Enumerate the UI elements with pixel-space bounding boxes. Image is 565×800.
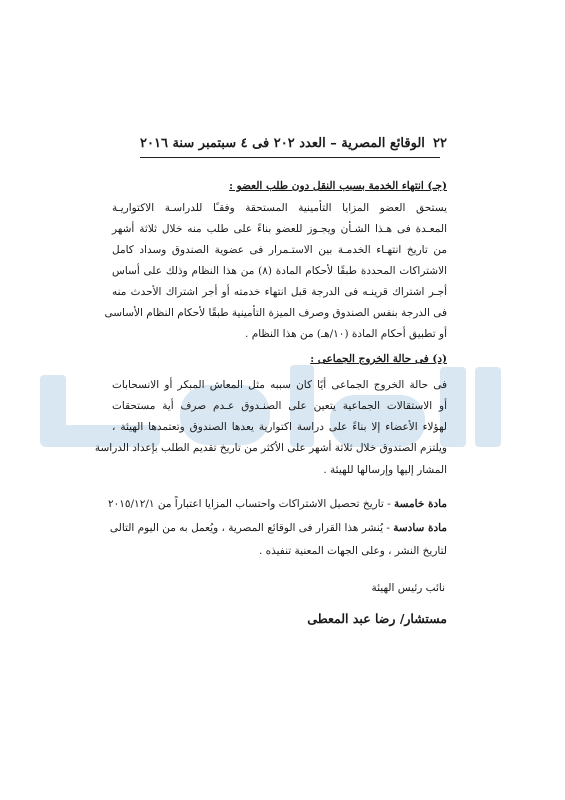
- paragraph-line: أو تطبيق أحكام المادة (١٠/هـ) من هذا النظام .: [245, 328, 447, 340]
- header-rule: [140, 157, 440, 158]
- page-number: ٢٢: [433, 135, 447, 151]
- header-title: الوقائع المصرية – العدد ٢٠٢ فى ٤ سبتمبر سنة ٢٠١٦: [140, 135, 425, 151]
- paragraph-line: لهؤلاء الأعضاء إلا بناءً على دراسة اكتوارية يعدها الصندوق وتعتمدها الهيئة ،: [112, 421, 447, 433]
- paragraph-line: فى حالة الخروج الجماعى أيًا كان سببه مثل المعاش المبكر أو الانسحابات: [112, 379, 447, 391]
- paragraph-line: ويلتزم الصندوق خلال ثلاثة أشهر على الأكثر من تاريخ تقديم الطلب بإعداد الدراسة: [94, 442, 447, 454]
- paragraph-line: من تاريخ انتهـاء الخدمـة بين الاستـمرار فى عضوية الصندوق وسداد كامل: [112, 244, 447, 256]
- paragraph-line: أو الاستقالات الجماعية يتعين على الصنـدوق عـدم صرف أية مستحقات: [112, 400, 447, 412]
- paragraph-line: فى الدرجة بنفس الصندوق وصرف الميزة التأمينية طبقًا لأحكام النظام الأساسى: [104, 307, 447, 319]
- paragraph-line: المشار إليها وإرسالها للهيئة .: [323, 464, 447, 476]
- signature-title: نائب رئيس الهيئة: [371, 582, 445, 594]
- section-j-heading: (جـ) انتهاء الخدمة بسبب النقل دون طلب العضو :: [229, 180, 447, 192]
- paragraph-line: يستحق العضو المزايا التأمينية المستحقة وفقـًا للدراسـة الاكتواريـة: [112, 202, 447, 214]
- signature-name: مستشار/ رضا عبد المعطى: [307, 611, 447, 626]
- paragraph-line: أجـر اشتراك قرينـه فى الدرجة قبل انتهاء خدمته أو أجر اشتراك الأحدث منه: [112, 286, 447, 298]
- paragraph-line: الاشتراكات المحددة طبقًا لأحكام المادة (٨) من هذا النظام وذلك على أساس: [112, 265, 447, 277]
- article-five: مادة خامسة - تاريخ تحصيل الاشتراكات واحتساب المزايا اعتباراً من ٢٠١٥/١٢/١: [107, 498, 447, 510]
- section-d-heading: (د) فى حالة الخروج الجماعى :: [310, 353, 447, 365]
- paragraph-line: المعـدة فى هـذا الشـأن ويجـوز للعضو بناءً على طلب منه خلال ثلاثة أشهر: [112, 223, 447, 235]
- article-six-continuation: لتاريخ النشر ، وعلى الجهات المعنية تنفيذه .: [258, 545, 447, 557]
- article-six: مادة سادسة - يُنشر هذا القرار فى الوقائع المصرية ، ويُعمل به من اليوم التالى: [109, 522, 447, 534]
- page-header: [140, 132, 447, 154]
